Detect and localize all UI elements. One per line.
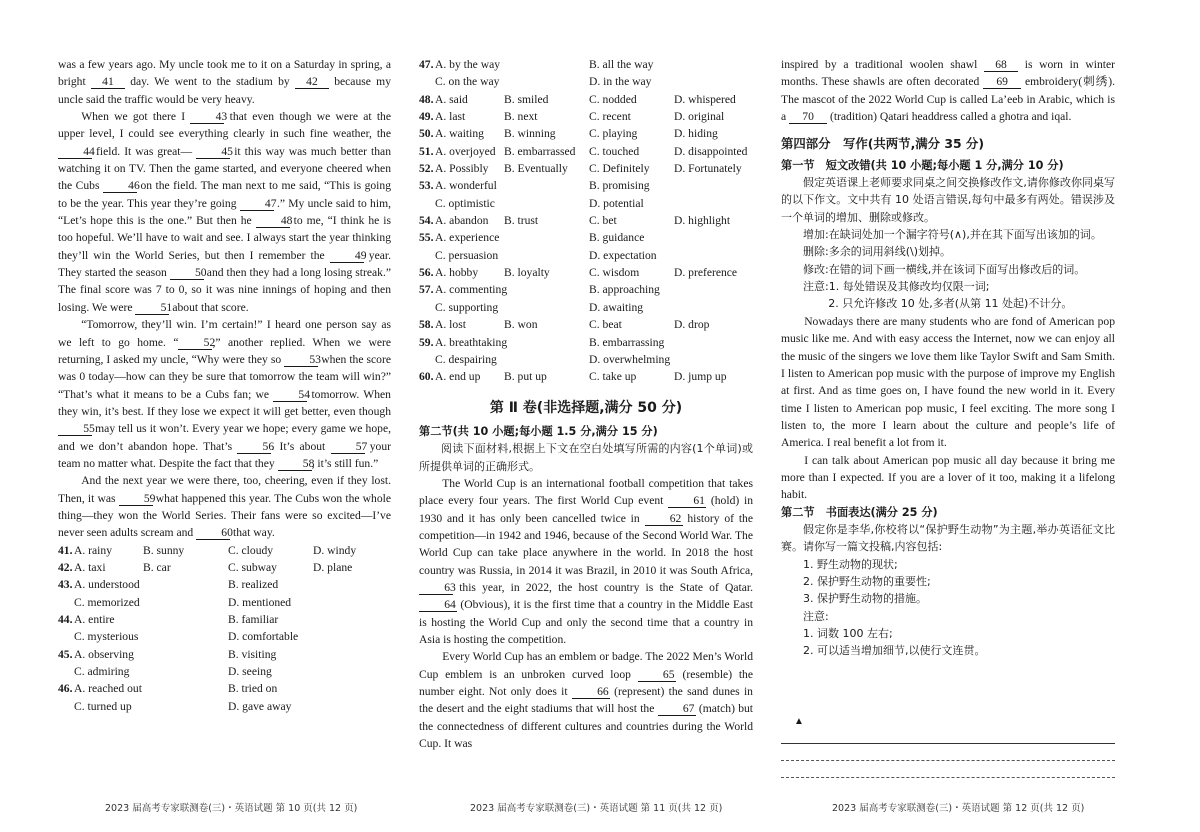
blank-61: 61 (668, 494, 706, 508)
option-a: A. waiting (435, 127, 484, 141)
question-number: 46. (58, 682, 73, 696)
option-row (419, 351, 753, 368)
option-row (419, 108, 753, 125)
passage-text: embroidery(刺绣). The mascot of the 2022 World Cup is called La’eeb in Arabic, which is a (781, 75, 1115, 124)
answer-options (419, 56, 753, 386)
option-row (58, 646, 391, 663)
content-item: 2. 保护野生动物的重要性; (803, 574, 931, 588)
blank-67: 67 (658, 702, 696, 716)
option-a: A. commenting (435, 283, 508, 297)
note-line: 注意:1. 每处错误及其修改均仅限一词; (803, 280, 990, 294)
option-c: B. all the way (589, 58, 654, 71)
question-number: 50. (419, 127, 434, 141)
passage-text: And the next year we were there, too, cheering, even if they lost. Then, it was (58, 474, 391, 505)
option-d: D. Fortunately (674, 162, 742, 176)
question-number: 60. (419, 370, 434, 384)
instruction-text: 假定英语课上老师要求同桌之间交换修改作文,请你修改你同桌写的以下作文。文中共有 10 处语言错误,每句中最多有两处。错误涉及一个单词的增加、删除或修改。 (781, 176, 1115, 224)
section-title: 第 Ⅱ 卷(非选择题,满分 50 分) (489, 399, 683, 416)
option-a: C. turned up (74, 699, 132, 713)
option-a: C. despairing (435, 352, 497, 366)
passage-text: on the field. The man next to me said, “This is going to be the year. This year they’re going (58, 179, 391, 210)
blank-70: 70 (789, 110, 827, 124)
blank-63: 63 (419, 581, 453, 595)
rule-modify: 修改:在错的词下画一横线,并在该词下面写出修改后的词。 (803, 262, 1086, 276)
instruction-text: 阅读下面材料,根据上下文在空白处填写所需的内容(1个单词)或所提供单词的正确形式。 (419, 442, 753, 473)
passage-text: history of the competition—in 1942 and 1946, because of the Second World War. The World Cup can take place anywhere in the world. In 2018 the host country was Russia, in 2014 it was Brazil, in 2010 it was South Africa, (419, 511, 753, 577)
option-a: A. reached out (74, 682, 142, 696)
option-row (58, 680, 391, 697)
option-d: D. windy (313, 543, 357, 557)
question-number: 49. (419, 110, 434, 124)
option-row (419, 160, 753, 177)
blank-59: 59 (119, 492, 153, 506)
option-c: D. seeing (228, 665, 272, 679)
option-row (58, 594, 391, 611)
essay-paragraph: I can talk about American pop music all day because it bring me more than I expected. If you are a lover of it too, making it a lifelong habit. (781, 453, 1115, 502)
question-number: 56. (419, 266, 434, 280)
instruction-text: 假定你是李华,你校将以“保护野生动物”为主题,举办英语征文比赛。请你写一篇文投稿,内容包括: (781, 522, 1115, 554)
option-b: B. trust (504, 214, 539, 228)
option-row (419, 73, 753, 90)
option-a: A. understood (74, 578, 140, 592)
blank-60: 60 (196, 526, 230, 540)
question-number: 42. (58, 560, 73, 574)
option-row (58, 576, 391, 593)
option-a: A. end up (435, 370, 481, 384)
column-page-11 (419, 56, 753, 752)
passage-text: about that score. (172, 300, 249, 314)
blank-47: 47 (240, 197, 274, 211)
option-d: D. original (674, 110, 725, 124)
option-row (419, 125, 753, 142)
option-a: A. rainy (74, 543, 112, 557)
passage-text: (Obvious), it is the first time that a country in the Middle East is hosting the World Cup and only the second time that a country in Asia is hosting the competition. (419, 598, 753, 646)
blank-42: 42 (295, 75, 329, 89)
option-b: B. Eventually (504, 162, 568, 176)
option-c: D. in the way (589, 75, 652, 89)
blank-52: 52 (178, 336, 212, 350)
passage-text: may tell us it won’t. Every year we hope; every game we hope, and we don’t abandon hope. That’s (58, 422, 391, 453)
blank-51: 51 (135, 301, 169, 315)
option-d: D. whispered (674, 92, 736, 106)
option-row (419, 212, 753, 229)
question-number: 58. (419, 318, 434, 332)
option-c: C. recent (589, 110, 631, 124)
passage-paragraph (419, 648, 753, 752)
passage-text: When we got there I (81, 110, 186, 124)
blank-56: 56 (237, 440, 271, 454)
option-a: A. breathtaking (435, 335, 508, 349)
passage-text: . It’s about (271, 439, 326, 453)
option-a: A. hobby (435, 266, 479, 280)
passage-text: The World Cup is an international football competition that takes place every four years. The first World Cup event (419, 476, 753, 508)
option-d: D. preference (674, 266, 738, 280)
option-c: B. realized (228, 578, 279, 592)
passage-paragraph (58, 316, 391, 472)
rule-delete: 删除:多余的词用斜线(\)划掉。 (803, 245, 951, 259)
option-c: C. cloudy (228, 543, 274, 557)
option-row (419, 229, 753, 246)
option-a: A. by the way (435, 58, 501, 71)
option-a: C. memorized (74, 595, 140, 609)
blank-45: 45 (196, 145, 230, 159)
blank-62: 62 (645, 512, 683, 526)
option-a: A. last (435, 110, 466, 124)
option-d: D. plane (313, 560, 353, 574)
option-c: C. take up (589, 370, 637, 384)
blank-54: 54 (273, 388, 307, 402)
passage-text: to me, “I think he is too hopeful. We’ll have to wait and see. I always start the year thinking they’ll win the World Series, but then I remember the (58, 214, 391, 262)
option-c: C. wisdom (589, 266, 640, 280)
blank-49: 49 (330, 249, 364, 263)
passage-text: that even though we were at the upper level, I could see everything clearly in such fine weather, the (58, 110, 391, 141)
question-number: 41. (58, 543, 73, 557)
question-number: 57. (419, 283, 434, 297)
blank-58: 58 (278, 457, 312, 471)
blank-46: 46 (103, 179, 137, 193)
note-line: 2. 只允许修改 10 处,多者(从第 11 处起)不计分。 (828, 297, 1073, 311)
passage-text: that way. (233, 526, 275, 540)
option-c: D. mentioned (228, 595, 292, 609)
option-row (58, 542, 391, 559)
rule-add: 增加:在缺词处加一个漏字符号(∧),并在其下面写出该加的词。 (803, 228, 1102, 242)
passage-text: ,” another replied. When we were returning, I asked my uncle, “Why were they so (58, 335, 391, 366)
blank-41: 41 (91, 75, 125, 89)
option-a: A. observing (74, 647, 134, 661)
option-row (419, 195, 753, 212)
question-number: 44. (58, 613, 73, 626)
blank-69: 69 (983, 75, 1021, 89)
option-b: B. embarrassed (504, 144, 576, 158)
passage-text: field. It was great— (96, 144, 193, 158)
option-a: C. persuasion (435, 248, 499, 262)
passage-text: day. We went to the stadium by (130, 75, 290, 89)
option-c: C. playing (589, 127, 638, 141)
passage-text: (hold) in 1930 and it has only been cancelled twice in (419, 494, 754, 525)
option-c: C. Definitely (589, 162, 650, 176)
passage-text: inspired by a traditional woolen shawl (781, 58, 978, 71)
passage-text: (represent) the sand dunes in the desert and the eight stadiums that will host the (419, 685, 753, 716)
option-c: D. expectation (589, 248, 657, 262)
question-number: 54. (419, 214, 434, 228)
passage-paragraph (781, 56, 1115, 125)
passage-text: (resemble) the number eight. Not only does it (419, 667, 753, 699)
option-c: B. guidance (589, 231, 645, 245)
option-row (419, 264, 753, 281)
option-b: B. winning (504, 127, 556, 141)
option-row (419, 281, 753, 298)
option-c: C. touched (589, 144, 640, 158)
page-footer: 2023 届高考专家联测卷(三)・英语试题 第 11 页(共 12 页) (470, 803, 723, 814)
option-d: D. hiding (674, 127, 718, 141)
option-row (58, 698, 391, 715)
option-b: B. won (504, 318, 538, 332)
option-c: D. comfortable (228, 630, 299, 644)
content-item: 3. 保护野生动物的措施。 (803, 592, 927, 606)
option-d: D. drop (674, 318, 710, 332)
option-c: D. overwhelming (589, 352, 671, 366)
option-b: B. smiled (504, 92, 549, 106)
content-item: 1. 野生动物的现状; (803, 557, 898, 571)
option-a: C. supporting (435, 300, 499, 314)
passage-text: tomorrow. When they win, it’s best. If they lose we expect it will get better, even though (58, 387, 391, 418)
question-number: 48. (419, 92, 434, 106)
option-c: B. visiting (228, 647, 277, 661)
writing-line (781, 761, 1115, 778)
passage-text: it this way was much better than watching it on TV. Then the game started, and everyone cheered when the Cubs (58, 144, 392, 193)
passage-paragraph (58, 56, 391, 108)
writing-line (781, 744, 1115, 761)
option-row (419, 247, 753, 264)
option-a: A. said (435, 92, 468, 106)
passage-paragraph (58, 108, 391, 316)
page-footer: 2023 届高考专家联测卷(三)・英语试题 第 12 页(共 12 页) (832, 803, 1085, 814)
option-d: D. jump up (674, 370, 727, 384)
part-heading: 第二节(共 10 小题;每小题 1.5 分,满分 15 分) (419, 424, 658, 438)
option-a: A. abandon (435, 214, 489, 228)
option-c: D. gave away (228, 699, 292, 713)
option-d: D. highlight (674, 214, 731, 228)
essay-paragraph: Nowadays there are many students who are fond of American pop music like me. And with easy access the Internet, now we can enjoy all the music of the singers we love them like Taylor Swift and Sam Smith. I listen to American pop music with the purpose of improve my English at first. And as time goes on, I have found the new world in it. Every time I listen to American pop music, I feel exciting. The more song I listen to, the more I learn about the culture and people’s life of America. I real benefit a lot from it. (781, 314, 1115, 450)
blank-43: 43 (190, 110, 224, 124)
option-row (419, 334, 753, 351)
passage-paragraph (58, 472, 391, 541)
passage-text: and then they had a long losing streak.” The final score was 7 to 0, so it was nine innings of hoping and then losing. We were (58, 266, 391, 314)
writing-line (781, 727, 1115, 744)
page-footer: 2023 届高考专家联测卷(三)・英语试题 第 10 页(共 12 页) (105, 803, 358, 814)
passage-text: , it’s still fun.” (311, 456, 379, 470)
option-c: B. embarrassing (589, 335, 665, 349)
passage-text: .” My uncle said to him, “Let’s hope this is the one.” But then he (58, 196, 391, 228)
option-a: C. optimistic (435, 196, 495, 210)
option-row (419, 56, 753, 73)
blank-55: 55 (58, 422, 92, 436)
passage-text: “Tomorrow, they’ll win. I’m certain!” I heard one person say as we left to go home. “ (58, 318, 391, 349)
question-number: 52. (419, 162, 434, 176)
option-row (419, 316, 753, 333)
blank-53: 53 (284, 353, 318, 367)
option-b: B. put up (504, 370, 547, 384)
option-row (419, 299, 753, 316)
passage-text: what happened this year. The Cubs won the whole thing—they won the World Series. Their fans were so excited—I’ve never seen adults scream and (58, 491, 391, 540)
option-c: C. subway (228, 560, 277, 574)
option-b: B. car (143, 560, 171, 574)
option-b: B. next (504, 110, 538, 124)
passage-text: Every World Cup has an emblem or badge. The 2022 Men’s World Cup emblem is an unbroken curved loop (419, 650, 753, 681)
blank-57: 57 (331, 440, 365, 454)
passage-text: is worn in winter months. These shawls are often decorated (781, 58, 1115, 89)
option-c: D. awaiting (589, 300, 644, 314)
option-c: D. potential (589, 196, 644, 210)
option-c: C. bet (589, 214, 617, 228)
passage-text: year. They started the season (58, 248, 391, 280)
option-row (419, 177, 753, 194)
passage-text: was a few years ago. My uncle took me to it on a Saturday in spring, a bright (58, 58, 391, 89)
option-a: A. lost (435, 318, 466, 332)
section-heading: 第二节 书面表达(满分 25 分) (781, 505, 938, 519)
option-c: B. tried on (228, 682, 278, 696)
option-a: A. experience (435, 231, 500, 245)
blank-65: 65 (638, 668, 676, 682)
option-b: B. loyalty (504, 266, 550, 280)
attention-item: 2. 可以适当增加细节,以使行文连贯。 (803, 644, 986, 658)
blank-50: 50 (170, 266, 204, 280)
passage-text: your team no matter what. Despite the fact that they (58, 439, 392, 470)
blank-64: 64 (419, 598, 457, 612)
option-a: A. Possibly (435, 162, 489, 176)
option-row (58, 559, 391, 576)
column-page-12 (781, 56, 1115, 660)
question-number: 51. (419, 144, 434, 158)
question-number: 47. (419, 58, 434, 71)
option-row (58, 663, 391, 680)
section-heading: 第一节 短文改错(共 10 小题;每小题 1 分,满分 10 分) (781, 158, 1064, 172)
option-a: C. on the way (435, 75, 500, 89)
option-a: C. mysterious (74, 630, 139, 644)
part-heading: 第四部分 写作(共两节,满分 35 分) (781, 136, 984, 152)
option-c: B. promising (589, 179, 650, 193)
option-row (58, 611, 391, 628)
option-a: A. overjoyed (435, 144, 496, 158)
triangle-marker-icon: ▲ (794, 716, 804, 727)
attention-label: 注意: (803, 609, 829, 623)
option-a: C. admiring (74, 665, 130, 679)
option-row (419, 91, 753, 108)
passage-paragraph (419, 475, 753, 648)
option-c: B. familiar (228, 613, 279, 626)
writing-area (781, 727, 1115, 778)
option-c: B. approaching (589, 283, 660, 297)
attention-item: 1. 词数 100 左右; (803, 627, 893, 640)
question-number: 59. (419, 335, 434, 349)
passage-text: (tradition) Qatari headdress called a ghotra and iqal. (829, 110, 1072, 124)
option-a: A. entire (74, 613, 115, 626)
option-c: C. beat (589, 318, 622, 332)
question-number: 43. (58, 578, 73, 592)
passage-text: because my uncle said the traffic would be very heavy. (58, 75, 391, 106)
blank-44: 44 (58, 145, 92, 159)
question-number: 53. (419, 179, 434, 193)
column-page-10 (58, 56, 391, 715)
question-number: 55. (419, 231, 434, 245)
blank-68: 68 (984, 58, 1018, 72)
option-a: A. taxi (74, 560, 106, 574)
blank-48: 48 (256, 214, 290, 228)
option-row (58, 628, 391, 645)
blank-66: 66 (572, 685, 610, 699)
option-b: B. sunny (143, 543, 185, 557)
passage-text: when the score was 0 today—how can they be sure that tomorrow the team will win?” “That’s what it means to be a Cubs fan; we (58, 352, 391, 401)
question-number: 45. (58, 647, 73, 661)
option-row (419, 368, 753, 385)
option-row (419, 143, 753, 160)
option-a: A. wonderful (435, 179, 497, 193)
answer-options (58, 542, 391, 715)
option-c: C. nodded (589, 92, 637, 106)
passage-text: (match) but the connectedness of different cultures and countries during the World Cup. It was (419, 702, 754, 751)
option-d: D. disappointed (674, 144, 748, 158)
passage-text: this year, in 2022, the host country is the State of Qatar. (459, 580, 753, 594)
